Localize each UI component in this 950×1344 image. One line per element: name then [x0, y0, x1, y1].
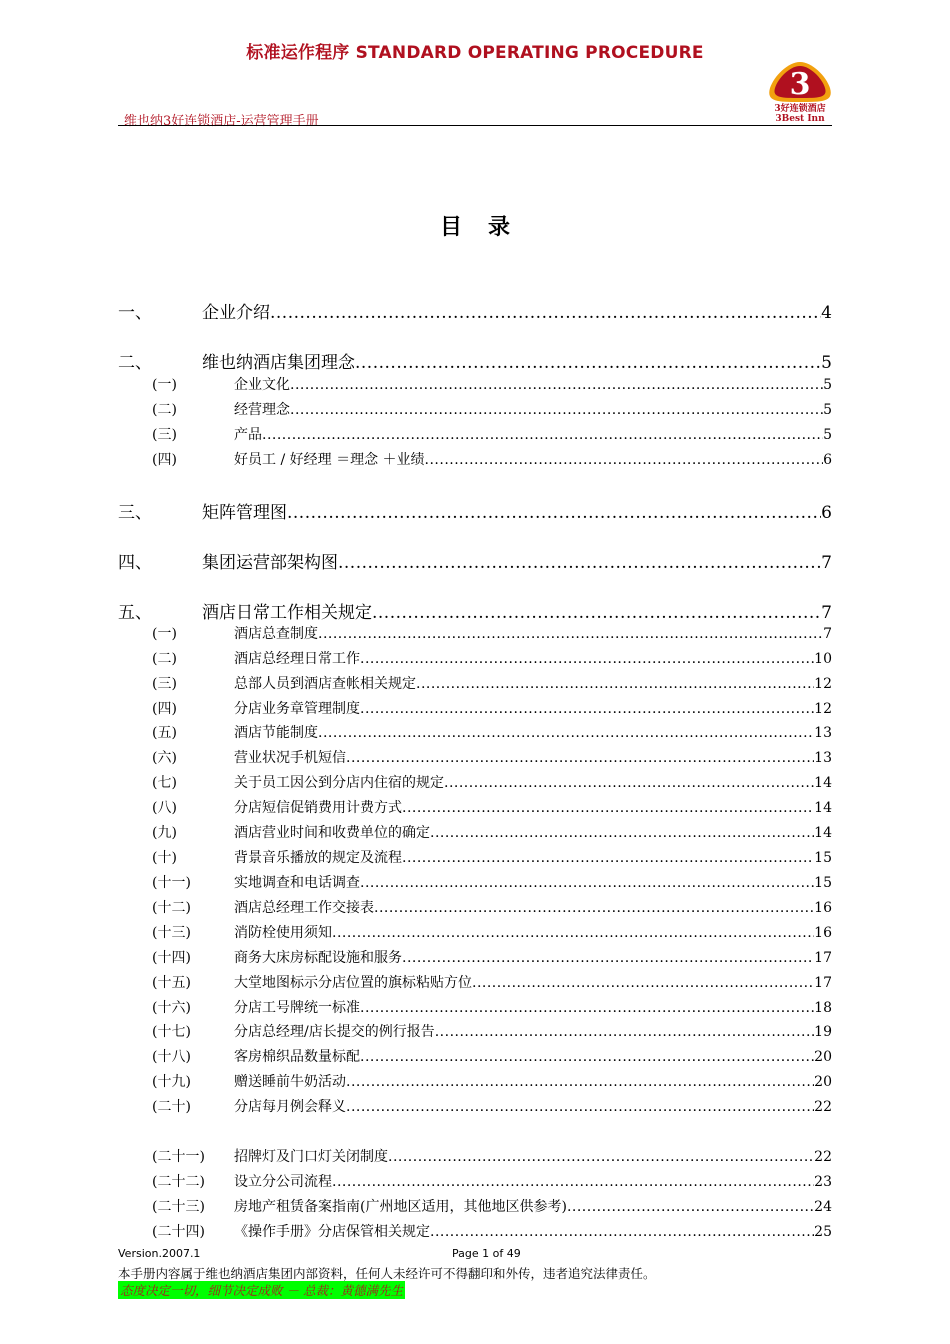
toc-entry-page: 13: [814, 750, 832, 766]
toc-entry[interactable]: [118, 673, 832, 693]
toc-entry-number: (二): [152, 402, 177, 418]
toc-dot-leader: [402, 950, 814, 966]
toc-dot-leader: [435, 1024, 814, 1040]
toc-entry[interactable]: [118, 1096, 832, 1116]
toc-dot-leader: [318, 626, 823, 642]
toc-entry-number: (七): [152, 775, 177, 791]
toc-entry[interactable]: [118, 399, 832, 419]
toc-dot-leader: [262, 427, 823, 443]
toc-entry[interactable]: [118, 847, 832, 867]
toc-entry[interactable]: [118, 797, 832, 817]
toc-entry[interactable]: [118, 1021, 832, 1041]
toc-entry-page: 24: [814, 1199, 832, 1215]
toc-entry-label: 酒店总经理工作交接表: [234, 900, 374, 916]
toc-entry-number: 二、: [118, 353, 152, 373]
toc-entry-page: 6: [823, 452, 832, 468]
toc-entry-label: 房地产租赁备案指南(广州地区适用，其他地区供参考): [234, 1199, 567, 1215]
toc-entry-number: (十四): [152, 950, 191, 966]
header-divider: [118, 125, 832, 126]
toc-entry-label: 分店工号牌统一标准: [234, 1000, 360, 1016]
toc-entry[interactable]: [118, 947, 832, 967]
toc-dot-leader: [332, 925, 814, 941]
toc-entry-number: (一): [152, 626, 177, 642]
toc-entry-label: 营业状况手机短信: [234, 750, 346, 766]
toc-entry-number: 五、: [118, 603, 152, 623]
toc-entry-number: (四): [152, 452, 177, 468]
toc-entry-label: 设立分公司流程: [234, 1174, 332, 1190]
toc-entry[interactable]: [118, 298, 832, 322]
toc-entry-number: (二十四): [152, 1224, 205, 1240]
toc-entry-label: 维也纳酒店集团理念: [202, 353, 355, 373]
toc-entry-page: 16: [814, 925, 832, 941]
toc-entry-label: 商务大床房标配设施和服务: [234, 950, 402, 966]
toc-dot-leader: [360, 1000, 814, 1016]
toc-entry-label: 关于员工因公到分店内住宿的规定: [234, 775, 444, 791]
toc-entry-page: 18: [814, 1000, 832, 1016]
toc-dot-leader: [430, 825, 814, 841]
toc-entry-number: (三): [152, 427, 177, 443]
toc-entry[interactable]: [118, 822, 832, 842]
toc-entry-number: (二十): [152, 1099, 191, 1115]
toc-entry-page: 19: [814, 1024, 832, 1040]
toc-dot-leader: [360, 875, 814, 891]
toc-entry[interactable]: [118, 1146, 832, 1166]
toc-entry-label: 分店短信促销费用计费方式: [234, 800, 402, 816]
toc-entry-page: 20: [814, 1074, 832, 1090]
toc-entry-number: (六): [152, 750, 177, 766]
toc-entry-page: 22: [814, 1149, 832, 1165]
toc-entry-page: 4: [821, 303, 832, 323]
toc-dot-leader: [346, 1099, 814, 1115]
toc-entry-page: 10: [814, 651, 832, 667]
toc-entry-label: 消防栓使用须知: [234, 925, 332, 941]
toc-entry-page: 17: [814, 975, 832, 991]
toc-entry-label: 招牌灯及门口灯关闭制度: [234, 1149, 388, 1165]
toc-entry-number: (二十二): [152, 1174, 205, 1190]
toc-entry-page: 22: [814, 1099, 832, 1115]
toc-entry[interactable]: [118, 772, 832, 792]
toc-entry-number: (十九): [152, 1074, 191, 1090]
toc-entry-page: 12: [814, 676, 832, 692]
document-title: 目录: [439, 214, 536, 240]
toc-entry[interactable]: [118, 498, 832, 522]
toc-dot-leader: [287, 503, 821, 523]
toc-entry-label: 酒店总经理日常工作: [234, 651, 360, 667]
toc-dot-leader: [444, 775, 814, 791]
toc-entry-label: 《操作手册》分店保管相关规定: [234, 1224, 430, 1240]
toc-entry-number: (九): [152, 825, 177, 841]
toc-dot-leader: [388, 1149, 814, 1165]
toc-entry[interactable]: [118, 698, 832, 718]
toc-entry-page: 7: [821, 603, 832, 623]
toc-dot-leader: [374, 900, 814, 916]
toc-entry-number: (十一): [152, 875, 191, 891]
toc-entry-number: (三): [152, 676, 177, 692]
header-title: 标准运作程序 STANDARD OPERATING PROCEDURE: [246, 43, 704, 63]
toc-entry[interactable]: [118, 648, 832, 668]
toc-entry-number: 三、: [118, 503, 152, 523]
toc-entry[interactable]: [118, 1171, 832, 1191]
toc-entry-number: 四、: [118, 553, 152, 573]
toc-dot-leader: [270, 303, 821, 323]
toc-dot-leader: [430, 1224, 814, 1240]
footer-confidential-notice: 本手册内容属于维也纳酒店集团内部资料，任何人未经许可不得翻印和外传，违者追究法律责任。: [118, 1266, 656, 1281]
toc-entry[interactable]: [118, 348, 832, 372]
toc-entry-number: (十五): [152, 975, 191, 991]
toc-dot-leader: [425, 452, 824, 468]
toc-entry-page: 5: [823, 427, 832, 443]
toc-entry-page: 5: [823, 402, 832, 418]
manual-subtitle: 维也纳3好连锁酒店-运营管理手册: [124, 114, 319, 129]
toc-entry-page: 7: [823, 626, 832, 642]
toc-entry[interactable]: [118, 598, 832, 622]
toc-dot-leader: [402, 800, 814, 816]
footer-motto: 态度决定一切，细节决定成败 － 总裁：黄德满先生: [120, 1283, 403, 1298]
toc-entry-page: 6: [821, 503, 832, 523]
toc-entry-page: 5: [821, 353, 832, 373]
toc-entry[interactable]: [118, 374, 832, 394]
toc-entry-page: 13: [814, 725, 832, 741]
toc-entry-number: 一、: [118, 303, 152, 323]
footer-version: Version.2007.1: [118, 1247, 201, 1260]
toc-entry[interactable]: [118, 548, 832, 572]
toc-entry-number: (四): [152, 701, 177, 717]
toc-entry-label: 好员工 / 好经理 ＝理念 ＋业绩: [234, 452, 425, 468]
toc-entry-page: 14: [814, 825, 832, 841]
toc-entry-label: 酒店总查制度: [234, 626, 318, 642]
toc-dot-leader: [416, 676, 814, 692]
toc-dot-leader: [360, 1049, 814, 1065]
toc-entry-label: 酒店节能制度: [234, 725, 318, 741]
toc-entry-page: 25: [814, 1224, 832, 1240]
toc-dot-leader: [346, 750, 814, 766]
toc-entry-number: (十三): [152, 925, 191, 941]
toc-dot-leader: [318, 725, 814, 741]
toc-entry-page: 12: [814, 701, 832, 717]
toc-dot-leader: [290, 377, 823, 393]
toc-entry-number: (十): [152, 850, 177, 866]
toc-dot-leader: [567, 1199, 814, 1215]
toc-entry[interactable]: [118, 897, 832, 917]
toc-entry[interactable]: [118, 449, 832, 469]
toc-entry-label: 大堂地图标示分店位置的旗标粘贴方位: [234, 975, 472, 991]
toc-entry-number: (一): [152, 377, 177, 393]
toc-dot-leader: [338, 553, 821, 573]
toc-entry[interactable]: [118, 1046, 832, 1066]
toc-entry-number: (二): [152, 651, 177, 667]
toc-dot-leader: [402, 850, 814, 866]
toc-dot-leader: [472, 975, 814, 991]
toc-entry-number: (十七): [152, 1024, 191, 1040]
toc-entry-label: 总部人员到酒店查帐相关规定: [234, 676, 416, 692]
toc-entry-label: 企业文化: [234, 377, 290, 393]
toc-entry-label: 客房棉织品数量标配: [234, 1049, 360, 1065]
logo-numeral: 3: [789, 67, 811, 102]
toc-entry[interactable]: [118, 1071, 832, 1091]
toc-dot-leader: [360, 701, 814, 717]
toc-entry-label: 酒店营业时间和收费单位的确定: [234, 825, 430, 841]
toc-entry-number: (十八): [152, 1049, 191, 1065]
toc-entry-label: 赠送睡前牛奶活动: [234, 1074, 346, 1090]
toc-entry[interactable]: [118, 997, 832, 1017]
toc-entry[interactable]: [118, 722, 832, 742]
toc-dot-leader: [355, 353, 821, 373]
toc-entry[interactable]: [118, 747, 832, 767]
toc-entry-page: 16: [814, 900, 832, 916]
toc-entry-label: 企业介绍: [202, 303, 270, 323]
toc-entry[interactable]: [118, 972, 832, 992]
toc-entry[interactable]: [118, 922, 832, 942]
toc-entry[interactable]: [118, 1196, 832, 1216]
logo-text-en: 3Best Inn: [775, 114, 825, 124]
toc-entry-label: 产品: [234, 427, 262, 443]
toc-entry-page: 14: [814, 775, 832, 791]
footer-page-number: Page 1 of 49: [452, 1247, 521, 1260]
toc-entry[interactable]: [118, 623, 832, 643]
toc-entry-label: 经营理念: [234, 402, 290, 418]
toc-entry-page: 20: [814, 1049, 832, 1065]
toc-entry-page: 15: [814, 850, 832, 866]
toc-entry[interactable]: [118, 424, 832, 444]
toc-entry-page: 5: [823, 377, 832, 393]
toc-entry-page: 7: [821, 553, 832, 573]
toc-entry-page: 14: [814, 800, 832, 816]
toc-entry[interactable]: [118, 872, 832, 892]
toc-entry-page: 15: [814, 875, 832, 891]
toc-entry-label: 分店每月例会释义: [234, 1099, 346, 1115]
toc-entry-label: 实地调查和电话调查: [234, 875, 360, 891]
toc-entry-number: (十二): [152, 900, 191, 916]
toc-entry-number: (二十一): [152, 1149, 205, 1165]
toc-entry-number: (五): [152, 725, 177, 741]
toc-entry-label: 背景音乐播放的规定及流程: [234, 850, 402, 866]
logo-text-cn: 3好连锁酒店: [774, 104, 826, 114]
toc-dot-leader: [360, 651, 814, 667]
toc-entry-label: 矩阵管理图: [202, 503, 287, 523]
toc-entry-page: 23: [814, 1174, 832, 1190]
toc-entry-page: 17: [814, 950, 832, 966]
toc-entry-number: (二十三): [152, 1199, 205, 1215]
toc-entry-label: 酒店日常工作相关规定: [202, 603, 372, 623]
toc-dot-leader: [346, 1074, 814, 1090]
toc-entry-label: 集团运营部架构图: [202, 553, 338, 573]
toc-entry[interactable]: [118, 1221, 832, 1241]
toc-entry-number: (八): [152, 800, 177, 816]
toc-dot-leader: [290, 402, 823, 418]
toc-dot-leader: [372, 603, 821, 623]
toc-dot-leader: [332, 1174, 814, 1190]
toc-entry-number: (十六): [152, 1000, 191, 1016]
toc-entry-label: 分店业务章管理制度: [234, 701, 360, 717]
toc-entry-label: 分店总经理/店长提交的例行报告: [234, 1024, 435, 1040]
